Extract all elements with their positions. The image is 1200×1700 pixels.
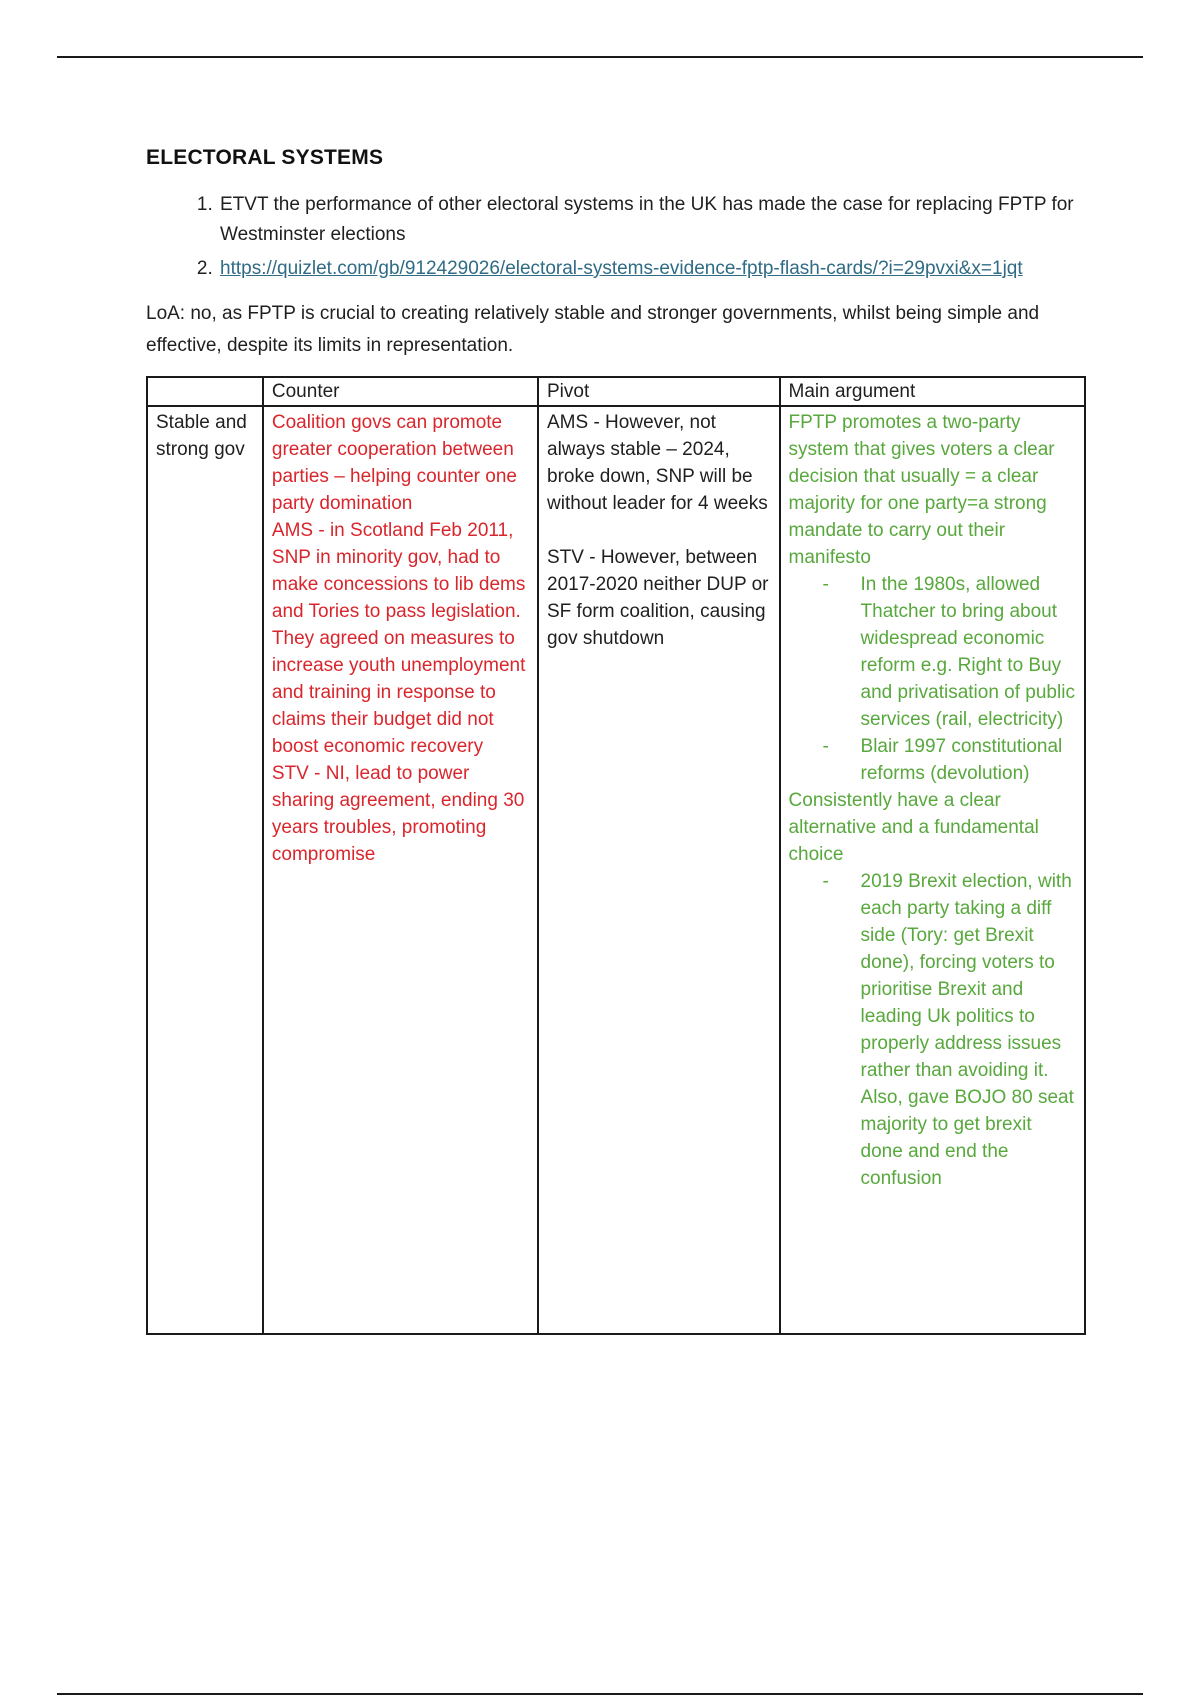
task-item: 1. ETVT the performance of other electoral systems in the UK has made the case for replacing FPTP for Westminster elections bbox=[218, 190, 1086, 250]
evidence-item: - 2019 Brexit election, with each party taking a diff side (Tory: get Brexit done), forcing voters to prioritise Brexit and leading Uk politics to properly address issues rather than avoiding it. Also, gave BOJO 80 seat majority to get brexit done and end the confusion bbox=[789, 868, 1076, 1192]
header-rule bbox=[57, 56, 1143, 58]
main-point: Consistently have a clear alternative and a fundamental choice bbox=[788, 790, 1039, 865]
counter-cell bbox=[263, 406, 538, 1334]
row-label-cell: Stable and strong gov bbox=[147, 406, 263, 1334]
argument-table bbox=[146, 376, 1086, 1335]
quizlet-link[interactable]: https://quizlet.com/gb/912429026/electoral-systems-evidence-fptp-flash-cards/?i=29pvxi&x=1jqt bbox=[220, 258, 1023, 279]
counter-point: STV - NI, lead to power sharing agreement, ending 30 years troubles, promoting compromise bbox=[271, 763, 525, 865]
pivot-point: STV - However, between 2017-2020 neither DUP or SF form coalition, causing gov shutdown bbox=[547, 547, 769, 649]
evidence-item: - In the 1980s, allowed Thatcher to bring about widespread economic reform e.g. Right to Buy and privatisation of public services (rail, electricity) bbox=[789, 571, 1076, 733]
line-of-argument: LoA: no, as FPTP is crucial to creating relatively stable and stronger governments, whilst being simple and effective, despite its limits in representation. bbox=[146, 303, 1040, 356]
header-cell-empty bbox=[147, 377, 263, 406]
evidence-list bbox=[789, 571, 1076, 787]
evidence-item: - Blair 1997 constitutional reforms (devolution) bbox=[789, 733, 1076, 787]
table-header-row bbox=[147, 377, 1085, 406]
page-title: ELECTORAL SYSTEMS bbox=[146, 146, 384, 169]
header-cell-pivot: Pivot bbox=[538, 377, 780, 406]
main-point: FPTP promotes a two-party system that gives voters a clear decision that usually = a clear majority for one party=a strong mandate to carry out their manifesto bbox=[788, 412, 1055, 568]
header-cell-main-argument: Main argument bbox=[780, 377, 1085, 406]
counter-point: AMS - in Scotland Feb 2011, SNP in minority gov, had to make concessions to lib dems and Tories to pass legislation. They agreed on measures to increase youth unemployment and training in response to claims their budget did not boost economic recovery bbox=[271, 520, 526, 757]
document-body bbox=[146, 146, 1086, 1335]
pivot-cell bbox=[538, 406, 780, 1334]
spacer bbox=[547, 517, 771, 544]
evidence-list bbox=[789, 868, 1076, 1192]
table-row bbox=[147, 406, 1085, 1334]
header-cell-counter: Counter bbox=[263, 377, 538, 406]
pivot-point: AMS - However, not always stable – 2024, broke down, SNP will be without leader for 4 weeks bbox=[547, 412, 768, 514]
task-item bbox=[218, 254, 1086, 284]
footer-rule bbox=[57, 1693, 1143, 1695]
main-argument-cell bbox=[780, 406, 1085, 1334]
counter-point: Coalition govs can promote greater cooperation between parties – helping counter one party domination bbox=[271, 412, 517, 514]
task-list bbox=[146, 190, 1086, 284]
